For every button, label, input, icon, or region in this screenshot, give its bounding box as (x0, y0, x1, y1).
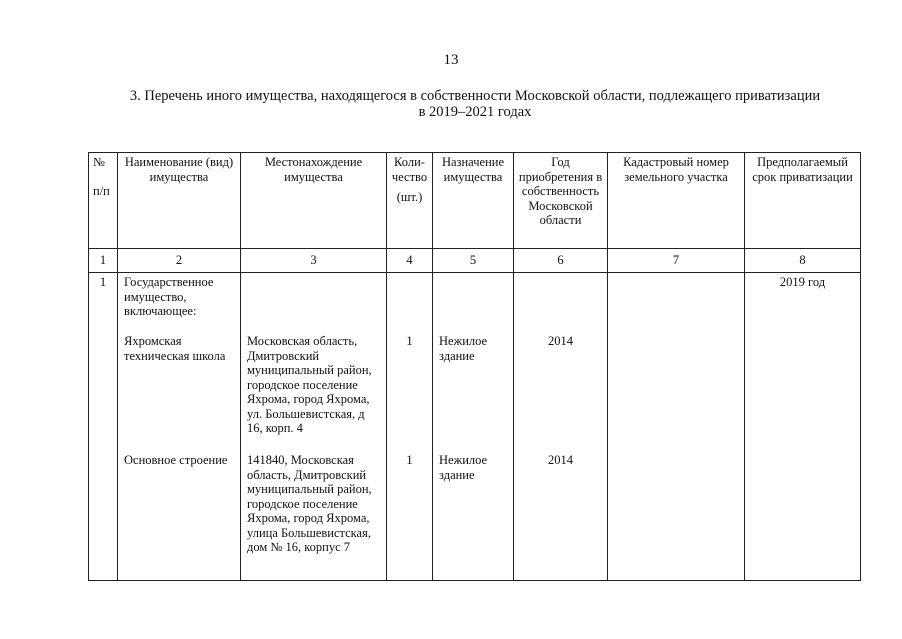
column-number: 7 (608, 249, 745, 273)
column-number: 1 (89, 249, 118, 273)
header-year: Год приобретения в собственность Московской области (514, 153, 608, 249)
quantity-cell (387, 273, 433, 581)
item-location: 141840, Московская область, Дмитровский муниципальный район, городское поселение Яхрома, город Яхрома, улица Большевистская, дом № 16, корпус 7 (247, 453, 372, 554)
item-year: 2014 (548, 334, 573, 348)
header-term: Предполагаемый срок приватизации (745, 153, 861, 249)
column-number: 8 (745, 249, 861, 273)
item-quantity: 1 (406, 334, 413, 348)
header-cadastral: Кадастровый номер земельного участка (608, 153, 745, 249)
row-number-cell (89, 273, 118, 581)
item-purpose: Нежилое здание (439, 453, 488, 482)
item-location: Московская область, Дмитровский муниципальный район, городское поселение Яхрома, город Яхрома, ул. Большевистская, д 16, корп. 4 (247, 334, 372, 435)
purpose-cell (433, 273, 514, 581)
location-cell (241, 273, 387, 581)
column-number: 6 (514, 249, 608, 273)
property-table (88, 152, 861, 581)
group-name: Государственное имущество, включающее: (124, 275, 214, 318)
row-number: 1 (99, 275, 107, 289)
cadastral-cell (608, 273, 745, 581)
item-name: Основное строение (124, 453, 228, 467)
title-line-1: 3. Перечень иного имущества, находящегося в собственности Московской области, подлежащего приватизации (129, 88, 821, 104)
header-name: Наименование (вид) имущества (118, 153, 241, 249)
privatization-term: 2019 год (779, 275, 826, 289)
column-number: 2 (118, 249, 241, 273)
header-num: № п/п (89, 153, 118, 249)
page-number: 13 (443, 52, 459, 68)
column-numbers-row (89, 249, 861, 273)
item-purpose: Нежилое здание (439, 334, 488, 363)
column-number: 5 (433, 249, 514, 273)
header-location: Местонахождение имущества (241, 153, 387, 249)
header-quantity: Коли- чество (шт.) (387, 153, 433, 249)
term-cell (745, 273, 861, 581)
column-number: 4 (387, 249, 433, 273)
header-row (89, 153, 861, 249)
title-line-2: в 2019–2021 годах (418, 104, 532, 120)
document-title (80, 88, 870, 120)
item-quantity: 1 (406, 453, 413, 467)
name-cell (118, 273, 241, 581)
table-row (89, 273, 861, 581)
item-name: Яхромская техническая школа (124, 334, 226, 363)
header-purpose: Назначение имущества (433, 153, 514, 249)
column-number: 3 (241, 249, 387, 273)
year-cell (514, 273, 608, 581)
item-year: 2014 (548, 453, 573, 467)
